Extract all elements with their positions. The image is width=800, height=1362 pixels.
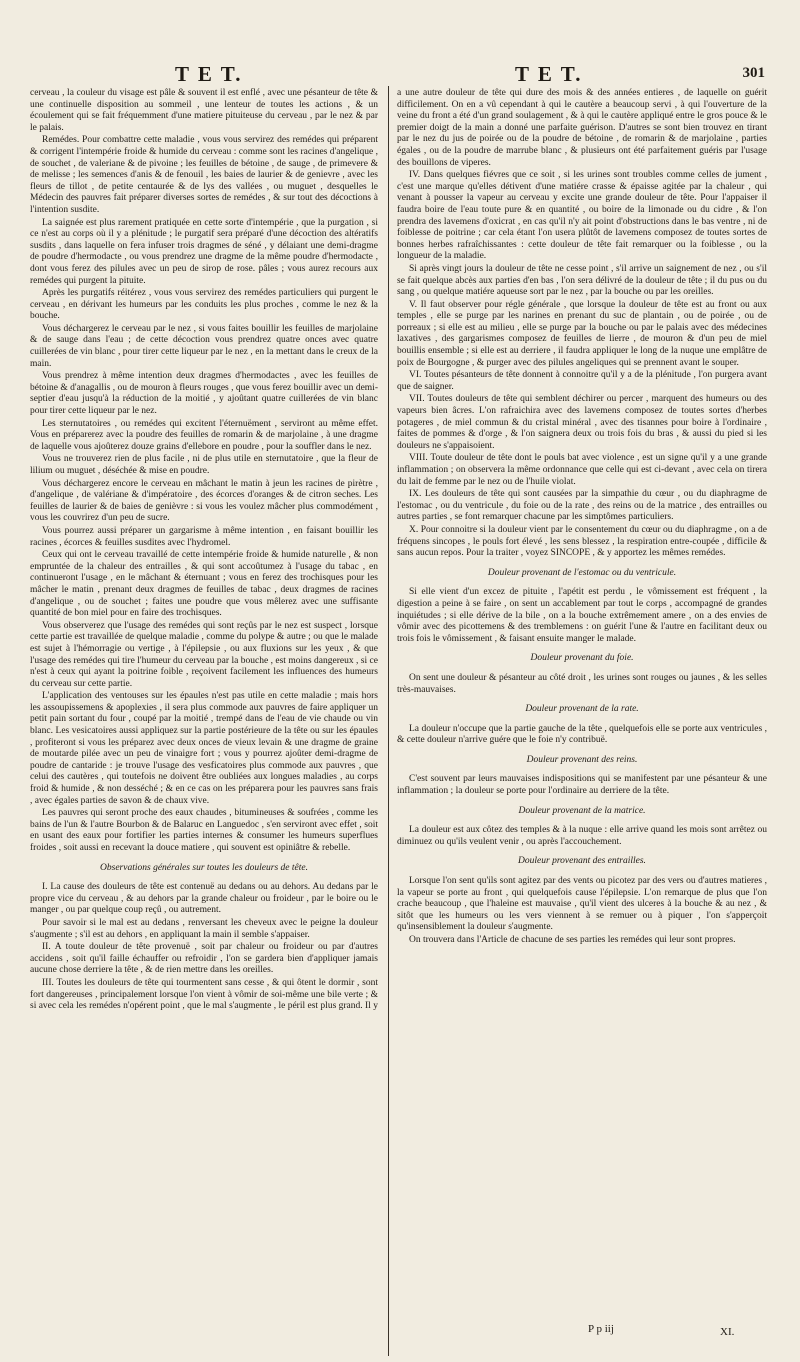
running-head-left: T E T. xyxy=(175,62,243,86)
paragraph: Ceux qui ont le cerveau travaillé de cette intempérie froide & humide naturelle , & non empruntée de la chaleur des entrailles , & qui sont accoûtumez à l'usage du tabac , en continueront l'usage , en le mâchant & éternuant ; vous en ferez des trochisques pour les mâcher le matin , prenant deux dragmes de feuilles de tabac , deux dragmes de racines d'angelique , ou de souchet ; faites une poudre que vous mêlerez avec une suffisante quantité de bon miel pour en faire des trochisques. xyxy=(30,550,378,619)
section-heading: Douleur provenant des entrailles. xyxy=(518,856,646,867)
section-heading: Douleur provenant de la rate. xyxy=(525,704,639,715)
paragraph: Vous pourrez aussi préparer un gargarisme à même intention , en faisant bouillir les racines , écorces & feuilles susdites avec l'hydromel. xyxy=(30,525,378,548)
paragraph: X. Pour connoitre si la douleur vient par le consentement du cœur ou du diaphragme , on a de fréquens sincopes , le pouls fort élevé , les sens blessez , la respiration entre-coupée , difficile & sans aucun repos. Pour la traiter , voyez SINCOPE , & y apportez les mêmes remédes. xyxy=(397,524,767,559)
paragraph: Vous observerez que l'usage des remédes qui sont reçûs par le nez est suspect , lorsque cette partie est travaillée de quelque maladie , comme du polype & autre ; ou que le malade est sujet à l'hémorragie ou vertige , à l'épilepsie , ou aux fluxions sur les yeux , & que l'usage des remédes qui tire l'humeur du cerveau par la bouche , est moins dangereux , si ce n'est à ceux qui ayant la poitrine foible , reçoivent facilement les influences des humeurs du cerveau sur cette partie. xyxy=(30,620,378,689)
section-heading: Observations générales sur toutes les douleurs de tête. xyxy=(100,862,308,873)
page-number: 301 xyxy=(742,65,765,81)
paragraph: Vous déchargerez le cerveau par le nez , si vous faites bouillir les feuilles de marjolaine & de sauge dans l'eau ; de cette décoction vous prendrez quatre onces avec quatre cuillerées de vin blanc , pour tirer cette liqueur par le nez , en la mettant dans le creux de la main. xyxy=(30,323,378,369)
paragraph: Si elle vient d'un excez de pituite , l'apétit est perdu , le vômissement est fréquent , la digestion a peine à se faire , on sent un accablement par tout le corps , accompagné de grandes inquiétudes ; si elle dérive de la bile , on a la bouche extrêmement amere , on a des envies de vômir avec des picottemens & des tremblemens : on guérit l'une & l'autre en facilitant deux ou trois fois le vômissement , & faisant ensuite manger le malade. xyxy=(397,587,767,644)
paragraph: La douleur est aux côtez des temples & à la nuque : elle arrive quand les mois sont arrêtez ou diminuez ou qu'ils veulent venir , ou après l'accouchement. xyxy=(397,825,767,847)
paragraph: cerveau , la couleur du visage est pâle & souvent il est enflé , avec une pésanteur de tête & une continuelle disposition au sommeil , une lenteur de toutes les actions , & un écoulement qui se fait fréquemment d'une matiere pituiteuse du cerveau , par le nez & par le palais. xyxy=(30,88,378,133)
paragraph: L'application des ventouses sur les épaules n'est pas utile en cette maladie ; mais hors les assoupissemens & apoplexies , il sera plus commode aux pauvres de faire appliquer un petit pain sortant du four , coupé par la moitié , trempé dans de l'eau de vie chaude ou vin blanc. Les vesicatoires aussi appliquez sur la partie postérieure de la tête ou sur les épaules , profiteront si vous les préparez avec deux onces de vieux levain & une dragme de graine de moutarde pilée avec un peu de vinaigre fort ; vous y pourrez ajoûter demi-dragme de poudre de cantaride : je trouve l'usage des vesficatoires plus commode aux pauvres , que celui des cautères , qui toutefois ne doivent être oubliées aux longues maladies , au corps froid & humide , & non desséché ; & en ce cas on les préparera pour les pauvres sans frais , avec égales parties de savon & de chaux vive. xyxy=(30,691,378,806)
paragraph: La saignée est plus rarement pratiquée en cette sorte d'intempérie , que la purgation , si ce n'est au corps où il y a plénitude ; le purgatif sera préparé d'une décoction des altératifs susdits , dans laquelle on fera infuser trois dragmes de séné , y délaiant une demi-dragme de poudre d'hermodacte , ou vous prendrez une dragme de la même poudre d'hermodacte , dont vous ferez des pilules avec un peu de sirop de rose. pâles ; vous aurez recours aux remédes qui purgent la pituite. xyxy=(30,217,378,286)
paragraph: On sent une douleur & pésanteur au côté droit , les urines sont rouges ou jaunes , & les selles très-mauvaises. xyxy=(397,672,767,695)
paragraph: V. Il faut observer pour régle générale , que lorsque la douleur de tête est au front ou aux temples , elle se purge par les narines en prenant du suc de plantain , ou de poirée , ou de porreaux ; si elle est au milieu , elle se purge par la bouche ou par le palais avec des médecines laxatives , des gargarismes composez de feuilles de lierre , de mouron & d'un peu de miel bouillis ensemble ; si elle est au derriere , il faudra appliquer le long de la nuque une emplâtre de poix de Bourgogne , & purger avec des pilules angeliques qui se prennent avant le souper. xyxy=(397,299,767,368)
section-heading: Douleur provenant de la matrice. xyxy=(518,805,646,816)
paragraph: Remédes. Pour combattre cette maladie , vous vous servirez des remédes qui préparent & corrigent l'intempérie froide & humide du cerveau : comme sont les racines d'angelique , de souchet , de valeriane & de pivoine ; les feuilles de bétoine , de sauge , de primevere & de melisse ; les semences d'anis & de fenouil , les baies de laurier & de genievre , avec les fleurs de tillot , de petite centaurée & de lys des vallées , ou muguet , desquelles le Médecin des pauvres fait préparer diverses sortes de remédes , & sur tout des décoctions à l'intention susdite. xyxy=(30,135,378,215)
signature-mark: P p iij xyxy=(588,1323,614,1335)
paragraph: VIII. Toute douleur de tête dont le pouls bat avec violence , est un signe qu'il y a une grande inflammation ; on observera la même ordonnance que celle qui est ci-devant , avec cela on tirera du lait de femme par le nez ou de l'huile violat. xyxy=(397,453,767,487)
paragraph: a une autre douleur de tête qui dure des mois & des années entieres , de laquelle on guérit difficilement. On en a vû cependant à qui le cautère a beaucoup servi , à qui l'ouverture de la veine du front a été d'un grand soulagement , & à qui le cautère appliqué entre le gros pouce & le premier doigt de la main a donné une parfaite guérison. D'autres se sont bien trouvez en tirant par le nez du jus de poirée ou de la poudre de bétoine , de romarin & de marjolaine , parties égales , ou de la poudre de marrube blanc , & plusieurs ont été parfaitement guéris par l'usage des bouillons de viperes. xyxy=(397,88,767,168)
paragraph: IX. Les douleurs de tête qui sont causées par la simpathie du cœur , ou du diaphragme de l'estomac , ou du ventricule , du foie ou de la rate , des reins ou de la matrice , des entrailles ou autres parties , se font remarquer chacune par les simptômes particuliers. xyxy=(397,489,767,523)
paragraph: Vous prendrez à même intention deux dragmes d'hermodactes , avec les feuilles de bétoine & d'anagallis , ou de mouron à fleurs rouges , que vous ferez bouillir avec un demi-septier d'eau jusqu'à la réduction de la moitié , y ajoûtant quatre cuillerées de vin blanc pour tirer cette liqueur par le nez. xyxy=(30,371,378,417)
paragraph: Les sternutatoires , ou remédes qui excitent l'éternuëment , serviront au même effet. Vous en préparerez avec la poudre des feuilles de romarin & de marjolaine , à une dragme de laquelle vous ajoûterez douze grains d'ellebore en poudre , pour la souffler dans le nez. xyxy=(30,418,378,452)
right-column xyxy=(397,88,767,948)
section-heading: Douleur provenant des reins. xyxy=(526,754,638,765)
paragraph: Les pauvres qui seront proche des eaux chaudes , bitumineuses & soufrées , comme les bains de l'un & l'autre Bourbon & de Balaruc en Languedoc , s'en serviront avec effet , soit en usant des eaux pour fortifier les parties internes & consumer les humeurs superflues froides , soit aussi en recevant la douce matiere , qui souvent est opiniâtre & rebelle. xyxy=(30,808,378,853)
paragraph: VI. Toutes pésanteurs de tête donnent à connoitre qu'il y a de la plénitude , l'on purgera avant que de saigner. xyxy=(397,370,767,392)
paragraph: Vous déchargerez encore le cerveau en mâchant le matin à jeun les racines de pirètre , d'angelique , de valériane & d'impératoire , des écorces d'oranges & de citron seches. Les feuilles de laurier & de baies de genièvre : si vous les voulez mâcher plus commodément , vous les couvrirez d'un peu de sucre. xyxy=(30,478,378,524)
paragraph: VII. Toutes douleurs de tête qui semblent déchirer ou percer , marquent des humeurs ou des vapeurs bien âcres. L'on rafraichira avec des lavemens composez de toutes sortes d'herbes potageres , de miel commun & du cristal minéral , avec des tisannes pour boire à l'ordinaire , faites de pommes & d'orge , & l'on saignera deux ou trois fois du bras , & aussi du pied si les douleurs ne s'appaisoient. xyxy=(397,394,767,451)
paragraph: Vous ne trouverez rien de plus facile , ni de plus utile en sternutatoire , que la fleur de lilium ou muguet , déséchée & mise en poudre. xyxy=(30,454,378,476)
catchword: XI. xyxy=(720,1326,735,1338)
paragraph: C'est souvent par leurs mauvaises indispositions qui se manifestent par une pésanteur & une inflammation ; la douleur se porte pour l'ordinaire au derriere de la tête. xyxy=(397,774,767,797)
paragraph: Lorsque l'on sent qu'ils sont agitez par des vents ou picotez par des vers ou d'autres matieres , la vapeur se porte au front , qui quelquefois cause l'épilepsie. L'on remarque de plus que l'on crache beaucoup , que l'haleine est mauvaise , qu'il vient des ulceres à la bouche & au nez , & sitôt que les humeurs ou les vers viennent à se remuer ou à piquer , l'on s'apperçoit qu'insensiblement la douleur s'augmente. xyxy=(397,876,767,933)
paragraph: Si après vingt jours la douleur de tête ne cesse point , s'il arrive un saignement de nez , ou s'il se fait quelque abcès aux parties d'en bas , l'on sera délivré de la douleur de tête ; il du pus ou du sang , ou quelque matiére aqueuse sort par le nez , par la bouche ou par les oreilles. xyxy=(397,263,767,298)
paragraph: On trouvera dans l'Article de chacune de ses parties les remédes qui leur sont propres. xyxy=(409,935,736,945)
section-heading: Douleur provenant du foie. xyxy=(530,653,634,664)
section-heading: Douleur provenant de l'estomac ou du ventricule. xyxy=(487,567,677,578)
paragraph: La douleur n'occupe que la partie gauche de la tête , quelquefois elle se porte aux ventricules , & cette douleur n'arrive guére que le foie n'y contribuë. xyxy=(397,723,767,746)
running-head-right: T E T. xyxy=(515,62,583,86)
paragraph: IV. Dans quelques fiévres que ce soit , si les urines sont troubles comme celles de jument , c'est une marque qu'elles détivent d'une matiére crasse & épaisse agitée par la chaleur , qui venant à pousser la vapeur au cerveau y excite une grande douleur de tête. Pour l'appaiser il faudra boire de l'eau toute pure & en quantité , ou boire de la limonade ou du cidre , & l'on prendra des lavemens d'oxicrat , en cas qu'il n'y ait point d'obstructions dans le bas ventre , ni de foiblesse de poitrine ; car cela étant l'on usera plûtôt de lavemens composez de toutes sortes de bonnes herbes rafraîchissantes : cette douleur de tête fait remarquer ou la foiblesse , ou la longueur de la maladie. xyxy=(397,170,767,262)
column-divider xyxy=(388,86,389,1356)
paragraph: III. Toutes les douleurs de tête qui tourmentent sans cesse , & qui ôtent le dormir , sont fort dangereuses , principalement lorsque l'on vient à vômir de soi-même une bile verte ; & si avec cela les remédes n'opérent point , que le mal s'augmente , le péril est plus grand. Il y xyxy=(30,977,378,1012)
paragraph: I. La cause des douleurs de tête est contenuë au dedans ou au dehors. Au dedans par le propre vice du cerveau , & au dehors par la grande chaleur ou froideur , par le boire ou le manger , ou par quelque coup reçû , ou autrement. xyxy=(30,882,378,916)
paragraph: Pour savoir si le mal est au dedans , renversant les cheveux avec le peigne la douleur s'augmente ; s'il est au dehors , en appliquant la main il semble s'appaiser. xyxy=(30,917,378,940)
paragraph: Après les purgatifs réitérez , vous vous servirez des remédes particuliers qui purgent le cerveau , en dérivant les humeurs par les conduits les plus proches , comme le nez & la bouche. xyxy=(30,288,378,322)
left-column xyxy=(30,88,378,1014)
paragraph: II. A toute douleur de tête provenuë , soit par chaleur ou froideur ou par d'autres accidens , soit qu'il faille échauffer ou refroidir , l'on se gardera bien d'appliquer jamais aucune chose derriere la tête , & de rien mettre dans les oreilles. xyxy=(30,942,378,976)
